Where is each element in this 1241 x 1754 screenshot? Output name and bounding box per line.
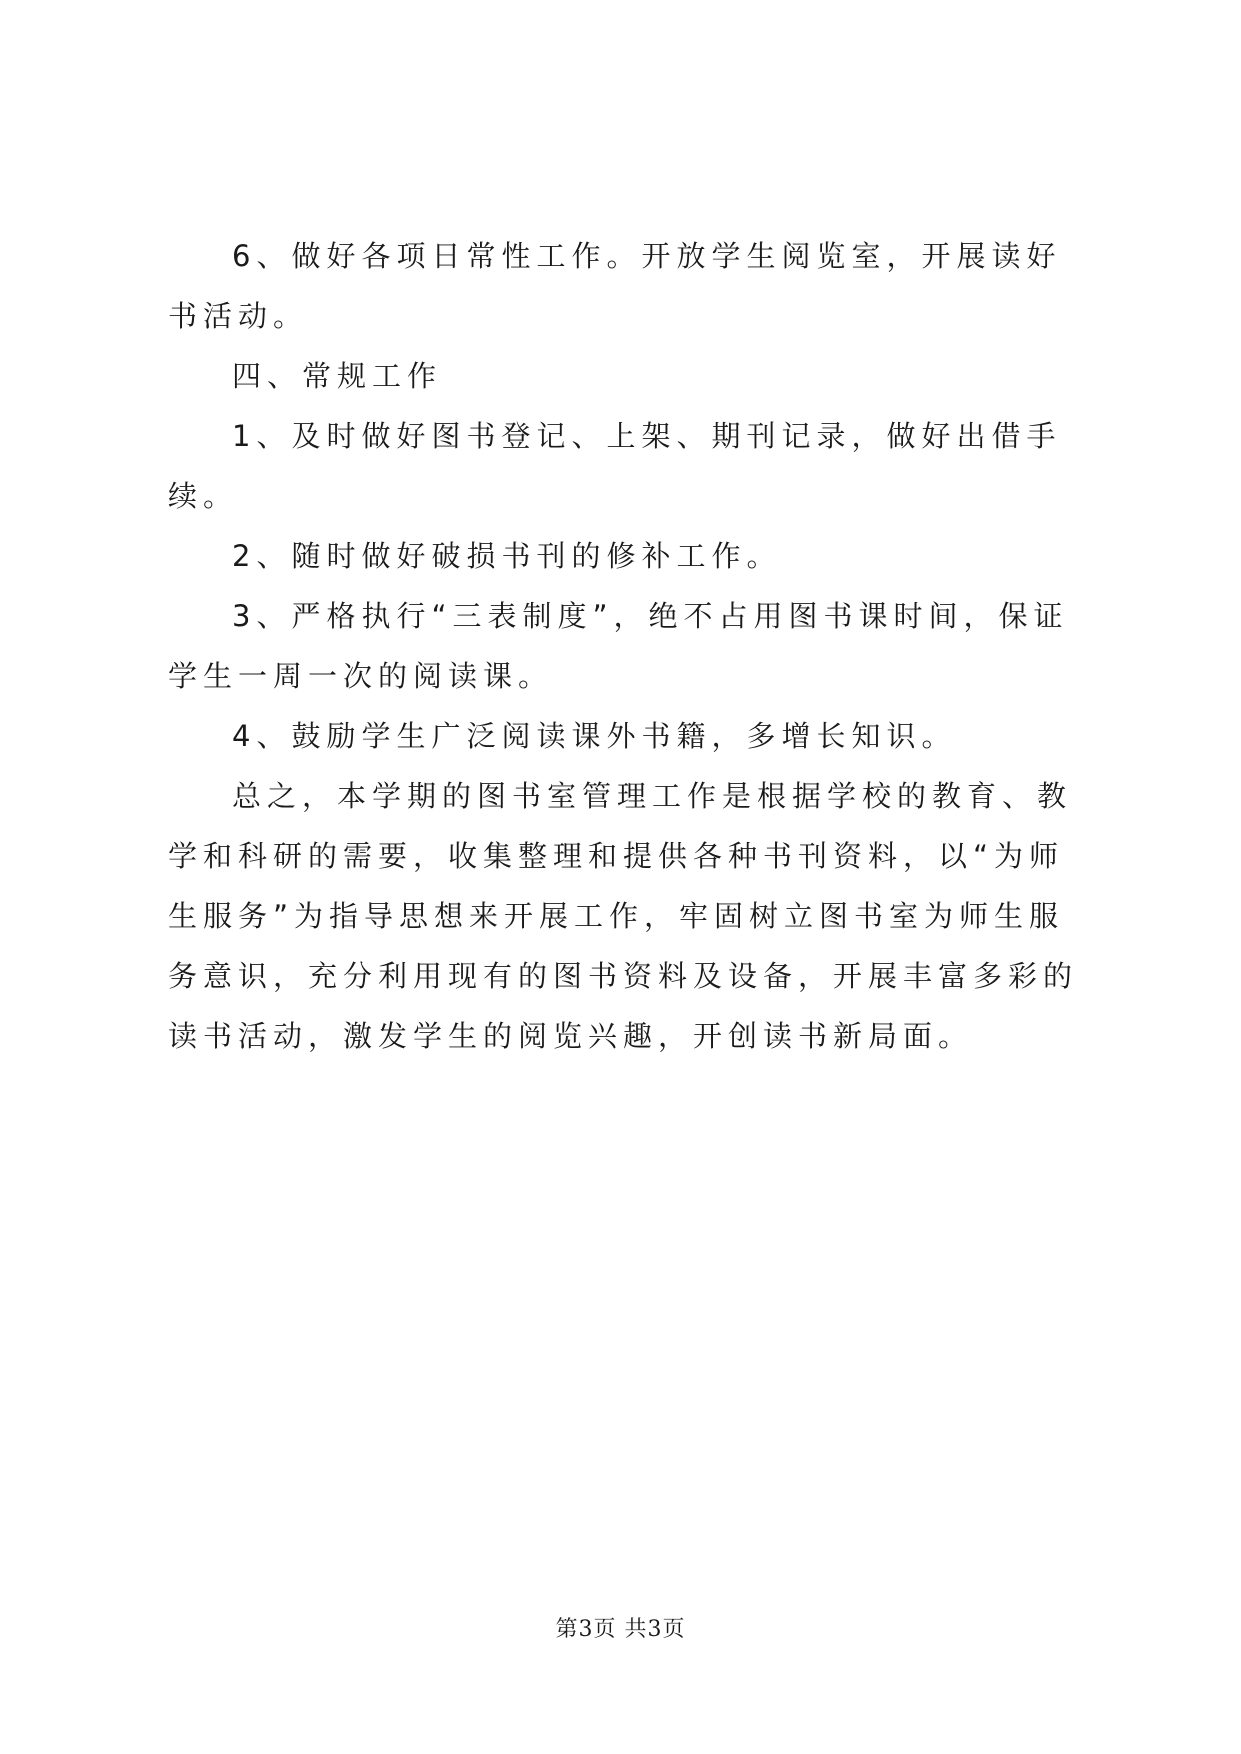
document-body [168, 226, 1088, 1066]
section-heading-routine-work: 四、常规工作 [232, 359, 443, 393]
paragraph-summary: 总之，本学期的图书室管理工作是根据学校的教育、教学和科研的需要，收集整理和提供各种书刊资料，以“为师生服务”为指导思想来开展工作，牢固树立图书室为师生服务意识，充分利用现有的图书资料及设备，开展丰富多彩的读书活动，激发学生的阅览兴趣，开创读书新局面。 [168, 779, 1079, 1053]
paragraph-item-6: 6、做好各项日常性工作。开放学生阅览室，开展读好书活动。 [168, 239, 1062, 333]
paragraph-routine-3: 3、严格执行“三表制度”，绝不占用图书课时间，保证学生一周一次的阅读课。 [168, 599, 1069, 693]
paragraph-routine-1: 1、及时做好图书登记、上架、期刊记录，做好出借手续。 [168, 419, 1062, 513]
paragraph-routine-2: 2、随时做好破损书刊的修补工作。 [232, 539, 782, 573]
paragraph-routine-4: 4、鼓励学生广泛阅读课外书籍，多增长知识。 [232, 719, 957, 753]
page-number-footer: 第3页 共3页 [555, 1617, 686, 1642]
